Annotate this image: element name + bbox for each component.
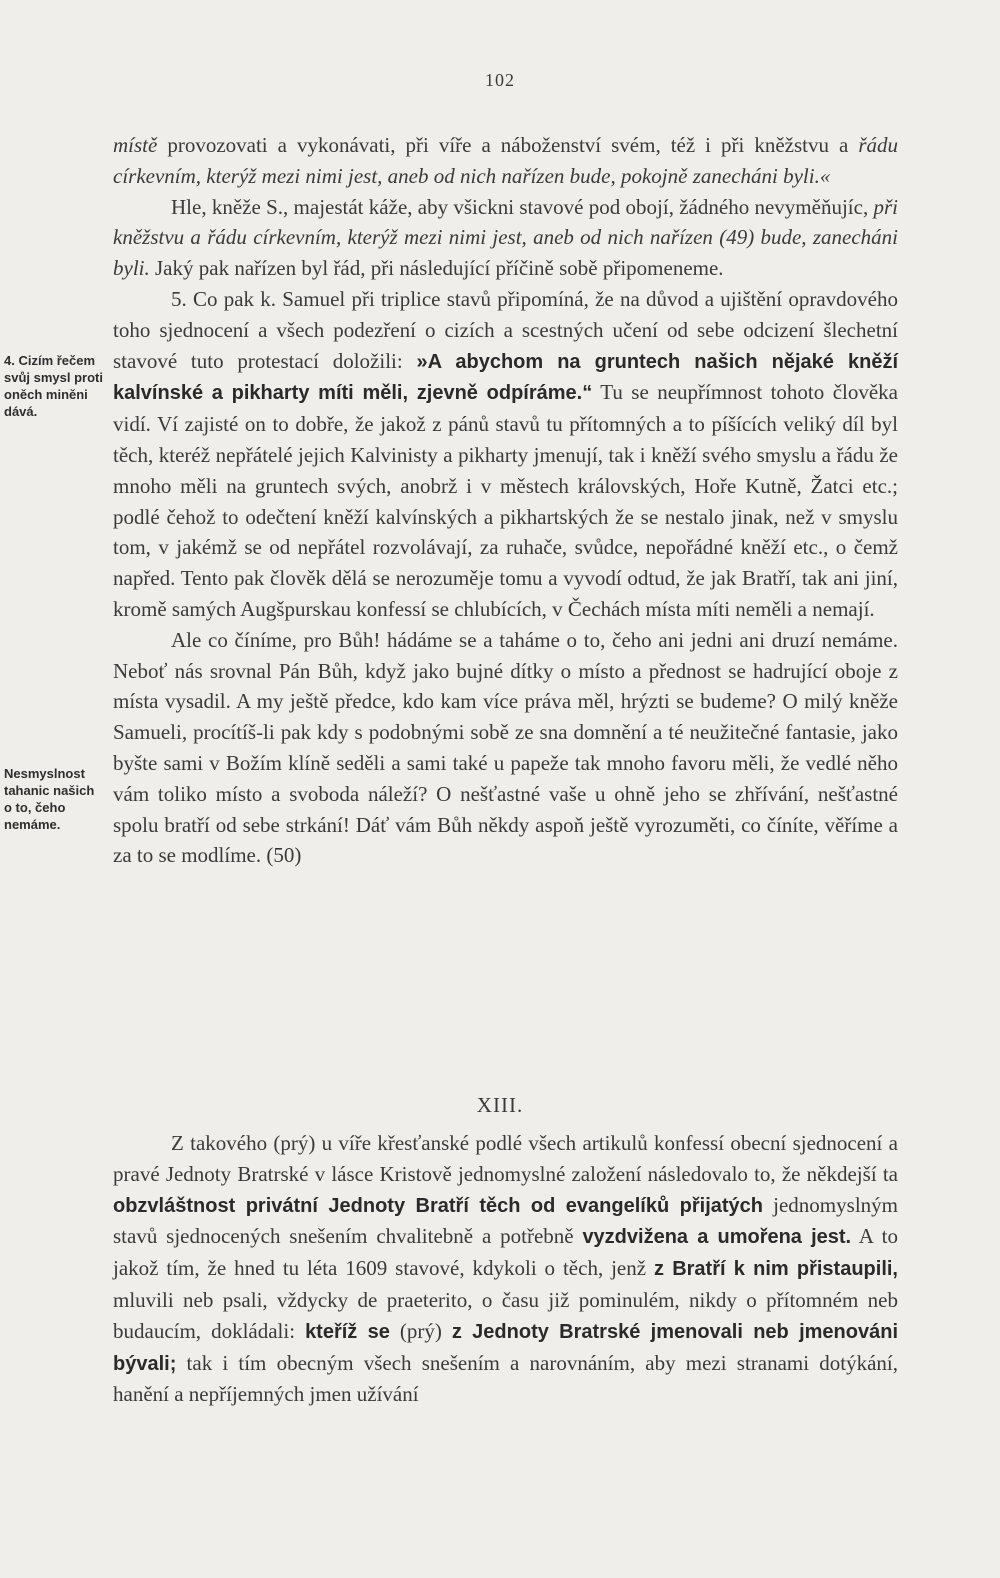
paragraph-1 (113, 130, 898, 192)
text-span: z Bratří k nim přistaupili, (653, 1258, 898, 1281)
paragraph-2 (113, 192, 898, 284)
paragraph-5 (113, 1128, 898, 1410)
text-span: tak i tím obecným všech snešením a narovnáním, aby mezi stranami dotýkání, hanění a nepříjemných jmen užívání (113, 1350, 898, 1407)
section-text-block (113, 1128, 898, 1410)
text-span: při kněžstvu a řádu církevním, kterýž mezi nimi jest, aneb od nich nařízen (49) bude, zanecháni byli. (113, 194, 898, 281)
text-span: A to jakož tím, že hned tu léta 1609 stavové, kdykoli o těch, jenž (113, 1224, 898, 1281)
text-span: obzvláštnost privátní Jednoty Bratří těch od evangelíků přijatých (113, 1194, 763, 1217)
text-span: Tu se neupřímnost tohoto člověka vidí. Ví zajisté on to dobře, že jakož z pánů stavů tu přítomných a to píšících veliký díl byl těch, kteréž nepřátelé jejich Kalvinisty a pikharty jmenují, tak i kněží svého smyslu a řádu že mnoho měli na gruntech svých, anobrž i v městech královských, Hoře Kutně, Žatci etc.; podlé čehož to odečtení kněží kalvínských a pikhartských že se nestalo jinak, než v smyslu tom, v jakémž se od nepřátel rozvolávají, za ruhače, svůdce, nepořádné kněží etc., o čemž napřed. Tento pak člověk dělá se nerozuměje tomu a vyvodí odtud, že jak Bratří, tak ani jiní, kromě samých Augšpurskau konfessí se chlubících, v Čechách místa míti neměli a nemají. (113, 380, 898, 621)
text-span: řádu církevním, kterýž mezi nimi jest, aneb od nich nařízen bude, pokojně zanecháni byli.« (113, 133, 898, 188)
margin-note-1: 4. Cizím řečem svůj smysl proti oněch miněni dává. (4, 353, 103, 419)
text-span: Hle, kněže S., majestát káže, aby všickni stavové pod obojí, žádného nevyměňujíc, (171, 194, 874, 219)
main-text-block (113, 130, 898, 871)
text-span: »A abychom na gruntech našich nějaké kněží kalvínské a pikharty míti měli, zjevně odpíráme.“ (113, 350, 898, 405)
text-span: Z takového (prý) u víře křesťanské podlé všech artikulů konfessí obecní sjednocení a pravé Jednoty Bratrské v lásce Kristově jednomyslné založení následovalo to, že někdejší ta (113, 1131, 898, 1186)
section-heading: XIII. (476, 1093, 524, 1117)
text-span: vyzdvižena a umořena jest. (582, 1226, 852, 1249)
text-span: Jaký pak nařízen byl řád, při následující příčině sobě připomeneme. (149, 256, 724, 281)
text-span: jednomyslným stavů sjednocených snešením chvalitebně a potřebně (113, 1192, 898, 1249)
margin-note-2: Nesmyslnost tahanic našich o to, čeho nemáme. (4, 766, 95, 832)
text-span: 5. Co pak k. Samuel při triplice stavů připomíná, že na důvod a ujištění opravdového toho sjednocení a všech podezření o cizích a scestných učení od sebe odcizení šlechetní stavové tuto protestací doložili: (113, 286, 898, 373)
paragraph-4: Ale co číníme, pro Bůh! hádáme se a tahámе o to, čeho ani jedni ani druzí nemáme. Neboť nás srovnal Pán Bůh, když jako bujné dítky o místo a přednost se hadrující oboje z místa vysadil. A my ještě předce, kdo kam více práva měl, hrýzti se budeme? O milý kněže Samueli, procítíš-li pak kdy s podobnými sobě ze sna domnění a té neužitečné fantasie, jako byšte sami v Božím klíně seděli a sami také u papeže tak mnoho favoru měli, že vedlé něho vám toliko místo a svoboda náleží? O nešťastné vaše u ohně jeho se zhřívání, nešťastné spolu bratří od sebe strkání! Dáť vám Bůh někdy aspoň ještě vyrozuměti, co číníte, věříme a za to se modlíme. (50) (113, 627, 898, 868)
text-span: místě (113, 133, 158, 157)
text-span: provozovati a vykonávati, při víře a náboženství svém, též i při kněžstvu a (157, 133, 859, 157)
text-span: (prý) (389, 1318, 452, 1343)
text-span: z Jednoty Bratrské jmenovali neb jmenováni bývali; (113, 1320, 899, 1375)
paragraph-3 (113, 284, 898, 625)
text-span: kteříž se (305, 1320, 390, 1343)
text-span: mluvili neb psali, vždycky de praeterito, o času již pominulém, nikdy o přítomném neb budaucím, dokládali: (113, 1287, 898, 1343)
page-number: 102 (485, 70, 515, 90)
